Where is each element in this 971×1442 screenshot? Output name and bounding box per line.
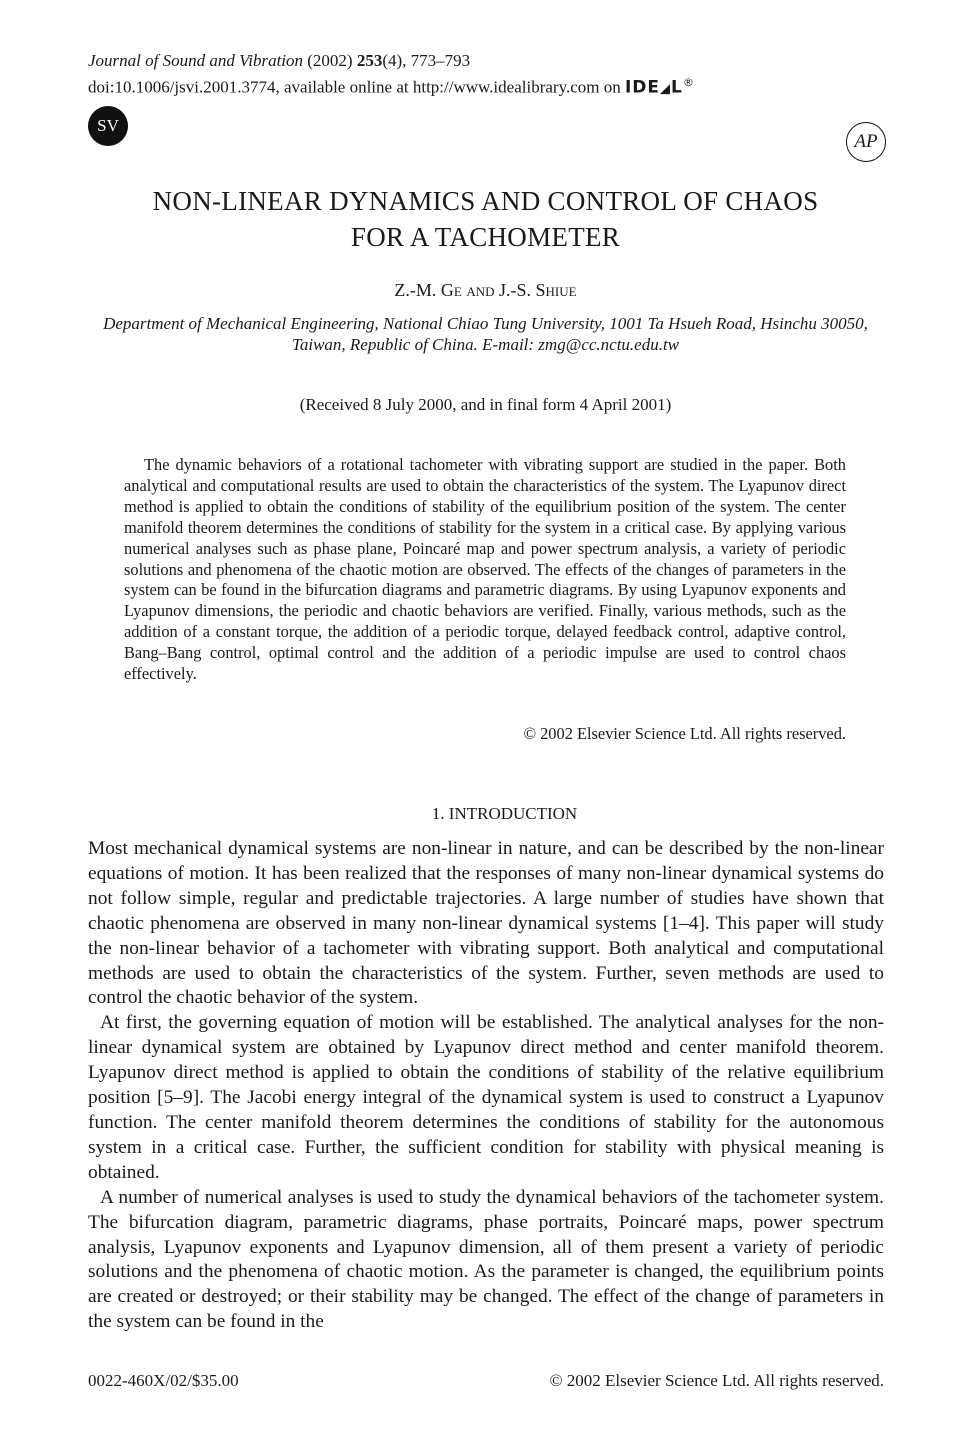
affiliation: Department of Mechanical Engineering, National Chiao Tung University, 1001 Ta Hsueh Road, Hsinchu 30050, Taiwan, Republic of China. E-mail: zmg@cc.nctu.edu.tw [103, 314, 868, 354]
section-heading: 1. INTRODUCTION [431, 804, 578, 823]
abstract-copyright: © 2002 Elsevier Science Ltd. All rights reserved. [523, 724, 846, 743]
received-dates: (Received 8 July 2000, and in final form 4 April 2001) [299, 395, 672, 414]
footer-copyright: © 2002 Elsevier Science Ltd. All rights reserved. [549, 1371, 884, 1390]
issn-price: 0022-460X/02/$35.00 [88, 1371, 239, 1390]
paragraph: At first, the governing equation of motion will be established. The analytical analyses for the non-linear dynamical system are obtained by Lyapunov direct method and center manifold theorem. Lyapunov direct method is applied to obtain the conditions of stability of the relative equilibrium position [5–9]. The Jacobi energy integral of the dynamical system is used to construct a Lyapunov function. The center manifold theorem determines the conditions of stability for the autonomous system in a critical case. Further, the sufficient condition for stability with physical meaning is obtained. [88, 1012, 884, 1183]
paragraph: Most mechanical dynamical systems are non-linear in nature, and can be described by the non-linear equations of motion. It has been realized that the responses of many non-linear dynamical systems do not follow simple, regular and predictable trajectories. A large number of studies have shown that chaotic phenomena are observed in many non-linear dynamical systems [1–4]. This paper will study the non-linear behavior of a tachometer with vibrating support. Both analytical and computational methods are used to obtain the characteristics of the system. Further, seven methods are used to control the chaotic behavior of the system. [88, 838, 884, 1009]
journal-year: (2002) [307, 51, 353, 70]
body-text [88, 837, 884, 1335]
doi-text: doi:10.1006/jsvi.2001.3774, available online at http://www.idealibrary.com on [88, 77, 621, 97]
doi-line [88, 72, 695, 101]
paper-title [60, 183, 911, 255]
abstract: The dynamic behaviors of a rotational tachometer with vibrating support are studied in the paper. Both analytical and computational results are used to obtain the characteristics of the system. The Lyapunov direct method is applied to obtain the conditions of stability of the equilibrium position of the system. The center manifold theorem determines the conditions of stability for the system in a critical case. By applying various numerical analyses such as phase plane, Poincaré map and power spectrum analysis, a variety of periodic solutions and phenomena of the chaotic motion are observed. The effects of the changes of parameters in the system can be found in the bifurcation diagrams and parametric diagrams. By using Lyapunov exponents and Lyapunov dimensions, the periodic and chaotic behaviors are verified. Finally, various methods, such as the addition of a constant torque, the addition of a periodic torque, delayed feedback control, adaptive control, Bang–Bang control, optimal control and the addition of a periodic impulse are used to control chaos effectively. [124, 455, 846, 684]
ap-logo-icon: AP [846, 122, 886, 162]
journal-citation [88, 50, 695, 72]
authors: Z.-M. Ge and J.-S. Shiue [394, 280, 577, 300]
journal-name: Journal of Sound and Vibration [88, 51, 304, 70]
ideal-logo-icon: IDE◢L® [624, 76, 695, 98]
journal-header [88, 50, 695, 101]
sv-logo-icon: SV [88, 106, 128, 146]
title-line: FOR A TACHOMETER [350, 222, 621, 252]
title-line: NON-LINEAR DYNAMICS AND CONTROL OF CHAOS [152, 186, 819, 216]
journal-pages: (4), 773–793 [382, 51, 471, 70]
paragraph: A number of numerical analyses is used to study the dynamical behaviors of the tachometer system. The bifurcation diagram, parametric diagrams, phase portraits, Poincaré maps, power spectrum analysis, Lyapunov exponents and Lyapunov dimension, all of them present a variety of periodic solutions and the phenomena of chaotic motion. As the parameter is changed, the equilibrium points are created or destroyed; or their stability may be changed. The effect of the change of parameters in the system can be found in the [88, 1186, 884, 1333]
journal-volume: 253 [356, 51, 383, 70]
